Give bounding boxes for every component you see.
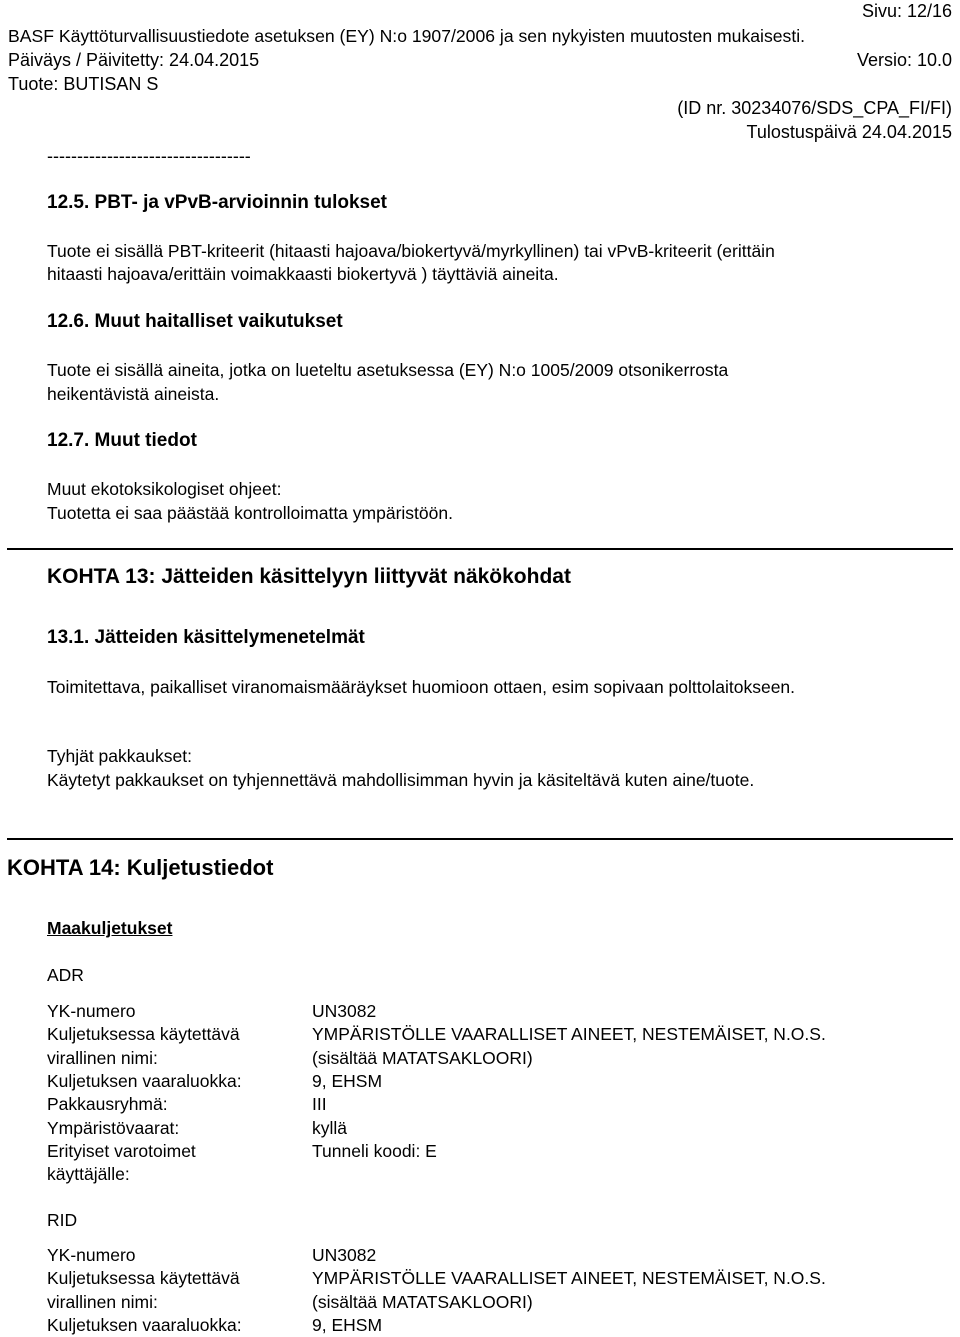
section-12-6-text-2: heikentävistä aineista. [47, 384, 220, 404]
transport-value: (sisältää MATATSAKLOORI) [312, 1291, 533, 1312]
transport-label: virallinen nimi: [47, 1047, 158, 1068]
transport-label: Kuljetuksessa käytettävä [47, 1268, 240, 1289]
section-12-7-heading: 12.7. Muut tiedot [47, 430, 197, 451]
section-12-5-text-1: Tuote ei sisällä PBT-kriteerit (hitaasti hajoava/biokertyvä/myrkyllinen) tai vPvB-kriteerit (erittäin [47, 241, 775, 261]
transport-label: Erityiset varotoimet [47, 1140, 196, 1161]
transport-label: Kuljetuksessa käytettävä [47, 1024, 240, 1045]
transport-label: Pakkausryhmä: [47, 1094, 168, 1115]
section-divider [7, 548, 953, 550]
transport-value: UN3082 [312, 1245, 377, 1265]
separator-dashes: ---------------------------------- [47, 146, 251, 166]
transport-label: Kuljetuksen vaaraluokka: [47, 1070, 242, 1091]
transport-label: Ympäristövaarat: [47, 1117, 180, 1138]
empty-packaging-label: Tyhjät pakkaukset: [47, 746, 192, 766]
empty-packaging-text: Käytetyt pakkaukset on tyhjennettävä mahdollisimman hyvin ja käsiteltävä kuten aine/tuote. [47, 770, 755, 790]
transport-label: käyttäjälle: [47, 1164, 130, 1185]
transport-value: Tunneli koodi: E [312, 1140, 437, 1161]
document-id: (ID nr. 30234076/SDS_CPA_FI/FI) [677, 98, 952, 118]
version: Versio: 10.0 [856, 50, 952, 70]
page-number: Sivu: 12/16 [861, 1, 952, 21]
adr-title: ADR [47, 965, 84, 985]
section-13-heading: KOHTA 13: Jätteiden käsittelyyn liittyvät näkökohdat [47, 565, 571, 588]
section-12-5-heading: 12.5. PBT- ja vPvB-arvioinnin tulokset [47, 192, 387, 213]
transport-value: (sisältää MATATSAKLOORI) [312, 1047, 533, 1068]
transport-value: YMPÄRISTÖLLE VAARALLISET AINEET, NESTEMÄISET, N.O.S. [312, 1024, 826, 1045]
transport-value: kyllä [312, 1117, 348, 1138]
transport-value: 9, EHSM [312, 1314, 383, 1335]
transport-value: YMPÄRISTÖLLE VAARALLISET AINEET, NESTEMÄISET, N.O.S. [312, 1268, 826, 1289]
section-13-1-heading: 13.1. Jätteiden käsittelymenetelmät [47, 627, 365, 648]
section-12-6-text-1: Tuote ei sisällä aineita, jotka on lueteltu asetuksessa (EY) N:o 1005/2009 otsonikerrosta [47, 360, 729, 380]
section-13-1-text: Toimitettava, paikalliset viranomaismääräykset huomioon ottaen, esim sopivaan polttolaitokseen. [47, 677, 796, 697]
rid-title: RID [47, 1210, 78, 1230]
transport-label: virallinen nimi: [47, 1291, 158, 1312]
transport-value: UN3082 [312, 1001, 377, 1021]
transport-value: III [312, 1094, 327, 1115]
transport-label: YK-numero [47, 1001, 136, 1021]
section-12-5-text-2: hitaasti hajoava/erittäin voimakkaasti biokertyvä ) täyttäviä aineita. [47, 264, 559, 284]
section-divider [7, 838, 953, 840]
revision-date: Päiväys / Päivitetty: 24.04.2015 [8, 50, 260, 70]
transport-label: Kuljetuksen vaaraluokka: [47, 1314, 242, 1335]
document-title: BASF Käyttöturvallisuustiedote asetuksen (EY) N:o 1907/2006 ja sen nykyisten muutosten mukaisesti. [8, 26, 806, 46]
section-12-6-heading: 12.6. Muut haitalliset vaikutukset [47, 311, 343, 332]
transport-label: YK-numero [47, 1245, 136, 1265]
section-14-heading: KOHTA 14: Kuljetustiedot [7, 855, 274, 880]
transport-value: 9, EHSM [312, 1070, 383, 1091]
section-12-7-text-1: Muut ekotoksikologiset ohjeet: [47, 479, 282, 499]
land-transport-heading: Maakuljetukset [47, 918, 173, 938]
product-name: Tuote: BUTISAN S [8, 74, 159, 94]
print-date: Tulostuspäivä 24.04.2015 [746, 122, 952, 142]
section-12-7-text-2: Tuotetta ei saa päästää kontrolloimatta ympäristöön. [47, 503, 453, 523]
